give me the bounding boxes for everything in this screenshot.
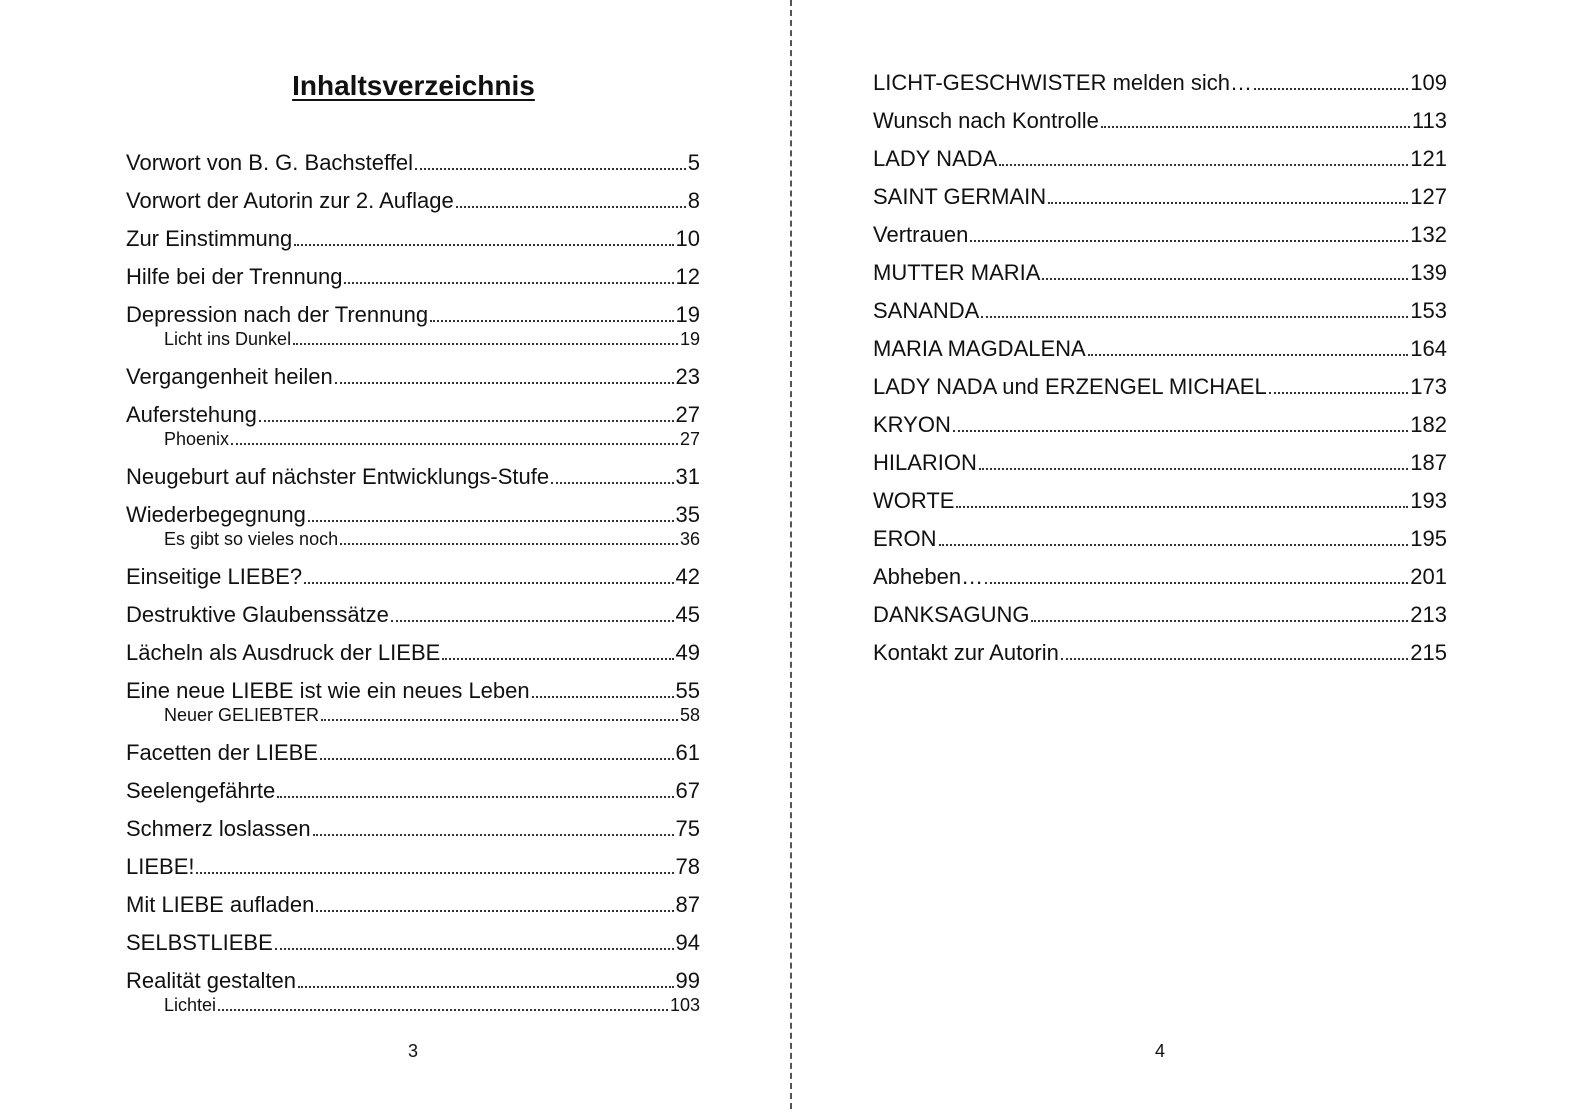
toc-entry-label: Wiederbegegnung	[126, 502, 306, 527]
toc-entry-page: 213	[1410, 602, 1447, 627]
dot-leader	[953, 412, 1408, 432]
toc-entry[interactable]	[126, 402, 700, 428]
toc-entry-page: 99	[675, 968, 700, 993]
toc-subentry[interactable]	[126, 528, 700, 550]
toc-entry[interactable]	[126, 464, 700, 490]
toc-entry[interactable]	[873, 336, 1447, 362]
toc-entry-page: 31	[675, 464, 700, 489]
dot-leader	[1042, 260, 1408, 280]
toc-entry-label: LIEBE!	[126, 854, 195, 879]
toc-entry-page: 121	[1410, 146, 1447, 171]
toc-subentry[interactable]	[126, 428, 700, 450]
toc-entry-label: SELBSTLIEBE	[126, 930, 273, 955]
toc-entry[interactable]	[126, 778, 700, 804]
toc-entry-page: 87	[675, 892, 700, 917]
toc-entry-label: SAINT GERMAIN	[873, 184, 1047, 209]
toc-entry[interactable]	[126, 640, 700, 666]
toc-entry-label: Facetten der LIEBE	[126, 740, 318, 765]
toc-entry-page: 61	[675, 740, 700, 765]
toc-entry-page: 49	[675, 640, 700, 665]
toc-entry-label: LADY NADA und ERZENGEL MICHAEL	[873, 374, 1267, 399]
toc-entry-label: WORTE	[873, 488, 955, 513]
toc-entry-page: 5	[687, 150, 700, 175]
toc-entry-label: Lächeln als Ausdruck der LIEBE	[126, 640, 441, 665]
dot-leader	[298, 968, 674, 988]
dot-leader	[391, 602, 674, 622]
toc-entry-label: Eine neue LIEBE ist wie ein neues Leben	[126, 678, 530, 703]
toc-subentry[interactable]	[126, 704, 700, 726]
toc-entry-label: Phoenix	[164, 429, 230, 449]
dot-leader	[532, 678, 674, 698]
toc-entry[interactable]	[126, 188, 700, 214]
toc-entry-page: 10	[675, 226, 700, 251]
toc-entry-page: 109	[1410, 70, 1447, 95]
toc-entry[interactable]	[126, 740, 700, 766]
toc-entry-label: Lichtei	[164, 995, 217, 1015]
toc-entry-label: Realität gestalten	[126, 968, 296, 993]
toc-entry[interactable]	[873, 412, 1447, 438]
toc-entry-label: Vorwort der Autorin zur 2. Auflage	[126, 188, 454, 213]
toc-entry[interactable]	[873, 564, 1447, 590]
toc-entry-page: 58	[679, 705, 700, 725]
toc-entry-page: 153	[1410, 298, 1447, 323]
toc-list-right	[873, 70, 1447, 666]
dot-leader	[1254, 70, 1408, 90]
toc-entry-label: LICHT-GESCHWISTER melden sich…	[873, 70, 1252, 95]
dot-leader	[415, 150, 686, 170]
dot-leader	[259, 402, 674, 422]
toc-entry-page: 182	[1410, 412, 1447, 437]
dot-leader	[939, 526, 1409, 546]
toc-entry-label: Einseitige LIEBE?	[126, 564, 303, 589]
toc-entry[interactable]	[126, 226, 700, 252]
toc-entry-page: 201	[1410, 564, 1447, 589]
dot-leader	[551, 464, 673, 484]
dot-leader	[340, 529, 678, 545]
toc-entry-page: 173	[1410, 374, 1447, 399]
dot-leader	[308, 502, 674, 522]
toc-entry-label: SANANDA	[873, 298, 980, 323]
toc-entry-page: 12	[675, 264, 700, 289]
dot-leader	[320, 740, 674, 760]
dot-leader	[1061, 640, 1408, 660]
toc-entry[interactable]	[126, 302, 700, 328]
dot-leader	[956, 488, 1408, 508]
toc-entry-label: Auferstehung	[126, 402, 257, 427]
toc-entry-label: Vergangenheit heilen	[126, 364, 333, 389]
toc-entry-label: HILARION	[873, 450, 977, 475]
toc-entry-page: 45	[675, 602, 700, 627]
toc-entry-label: KRYON	[873, 412, 951, 437]
toc-entry[interactable]	[126, 602, 700, 628]
dot-leader	[1088, 336, 1409, 356]
dot-leader	[313, 816, 674, 836]
toc-entry-label: Destruktive Glaubenssätze	[126, 602, 389, 627]
toc-entry[interactable]	[873, 374, 1447, 400]
toc-entry-page: 193	[1410, 488, 1447, 513]
dot-leader	[231, 429, 678, 445]
toc-entry[interactable]	[126, 892, 700, 918]
toc-subentry[interactable]	[126, 994, 700, 1016]
page-number-right: 4	[1154, 1041, 1165, 1061]
toc-entry-label: Mit LIEBE aufladen	[126, 892, 315, 917]
toc-entry[interactable]	[873, 298, 1447, 324]
dot-leader	[442, 640, 673, 660]
toc-entry[interactable]	[873, 222, 1447, 248]
dot-leader	[196, 854, 673, 874]
toc-entry[interactable]	[126, 364, 700, 390]
toc-entry-page: 103	[669, 995, 700, 1015]
toc-entry-label: Abheben…	[873, 564, 984, 589]
toc-entry-page: 127	[1410, 184, 1447, 209]
toc-entry-page: 78	[675, 854, 700, 879]
toc-entry-page: 19	[675, 302, 700, 327]
toc-entry-page: 42	[675, 564, 700, 589]
dot-leader	[277, 778, 673, 798]
toc-entry-label: Seelengefährte	[126, 778, 276, 803]
toc-entry-label: Zur Einstimmung	[126, 226, 293, 251]
toc-entry[interactable]	[126, 968, 700, 994]
dot-leader	[293, 329, 678, 345]
toc-subentry[interactable]	[126, 328, 700, 350]
toc-entry[interactable]	[873, 640, 1447, 666]
toc-entry-page: 67	[675, 778, 700, 803]
toc-entry-label: Kontakt zur Autorin	[873, 640, 1059, 665]
right-page	[792, 0, 1574, 1109]
toc-entry-label: Neugeburt auf nächster Entwicklungs-Stufe	[126, 464, 550, 489]
toc-entry[interactable]	[873, 108, 1447, 134]
toc-entry-page: 94	[675, 930, 700, 955]
toc-list-left	[126, 150, 700, 1016]
dot-leader	[1269, 374, 1409, 394]
toc-entry-label: ERON	[873, 526, 937, 551]
dot-leader	[321, 705, 678, 721]
toc-entry-label: MUTTER MARIA	[873, 260, 1041, 285]
toc-entry-label: Es gibt so vieles noch	[164, 529, 339, 549]
toc-entry-page: 8	[687, 188, 700, 213]
toc-entry[interactable]	[126, 264, 700, 290]
toc-entry[interactable]	[873, 260, 1447, 286]
toc-entry-page: 27	[679, 429, 700, 449]
toc-entry-page: 195	[1410, 526, 1447, 551]
toc-entry-page: 19	[679, 329, 700, 349]
dot-leader	[344, 264, 673, 284]
toc-entry-label: Vertrauen	[873, 222, 969, 247]
toc-entry[interactable]	[126, 854, 700, 880]
dot-leader	[1048, 184, 1408, 204]
dot-leader	[294, 226, 673, 246]
toc-entry-label: Depression nach der Trennung	[126, 302, 429, 327]
dot-leader	[316, 892, 673, 912]
toc-entry[interactable]	[873, 488, 1447, 514]
toc-entry-label: MARIA MAGDALENA	[873, 336, 1086, 361]
toc-entry[interactable]	[126, 816, 700, 842]
toc-entry-page: 187	[1410, 450, 1447, 475]
dot-leader	[985, 564, 1408, 584]
toc-entry[interactable]	[873, 146, 1447, 172]
dot-leader	[979, 450, 1408, 470]
toc-entry[interactable]	[126, 678, 700, 704]
toc-entry-page: 36	[679, 529, 700, 549]
toc-entry-label: Hilfe bei der Trennung	[126, 264, 343, 289]
toc-entry[interactable]	[873, 450, 1447, 476]
toc-entry-page: 164	[1410, 336, 1447, 361]
dot-leader	[275, 930, 674, 950]
toc-entry[interactable]	[873, 184, 1447, 210]
toc-entry-page: 139	[1410, 260, 1447, 285]
toc-entry[interactable]	[126, 564, 700, 590]
dot-leader	[430, 302, 673, 322]
toc-entry[interactable]	[873, 602, 1447, 628]
toc-entry-label: Licht ins Dunkel	[164, 329, 292, 349]
toc-entry[interactable]	[873, 70, 1447, 96]
toc-entry-page: 215	[1410, 640, 1447, 665]
toc-entry-label: Neuer GELIEBTER	[164, 705, 320, 725]
toc-entry-label: LADY NADA	[873, 146, 998, 171]
toc-entry-label: Schmerz loslassen	[126, 816, 311, 841]
dot-leader	[999, 146, 1408, 166]
toc-title: Inhaltsverzeichnis	[292, 70, 535, 101]
toc-entry-page: 23	[675, 364, 700, 389]
dot-leader	[1101, 108, 1410, 128]
toc-entry-page: 75	[675, 816, 700, 841]
dot-leader	[218, 995, 668, 1011]
dot-leader	[335, 364, 674, 384]
toc-entry-label: DANKSAGUNG	[873, 602, 1030, 627]
page-number-left: 3	[407, 1041, 418, 1061]
toc-entry-label: Vorwort von B. G. Bachsteffel	[126, 150, 413, 175]
toc-entry[interactable]	[873, 526, 1447, 552]
toc-entry[interactable]	[126, 502, 700, 528]
dot-leader	[970, 222, 1408, 242]
dot-leader	[1031, 602, 1408, 622]
toc-entry-label: Wunsch nach Kontrolle	[873, 108, 1099, 133]
toc-entry[interactable]	[126, 150, 700, 176]
dot-leader	[456, 188, 686, 208]
toc-entry-page: 27	[675, 402, 700, 427]
toc-entry-page: 113	[1411, 108, 1447, 133]
toc-entry[interactable]	[126, 930, 700, 956]
dot-leader	[981, 298, 1408, 318]
toc-entry-page: 132	[1410, 222, 1447, 247]
dot-leader	[304, 564, 673, 584]
toc-entry-page: 55	[675, 678, 700, 703]
toc-entry-page: 35	[675, 502, 700, 527]
